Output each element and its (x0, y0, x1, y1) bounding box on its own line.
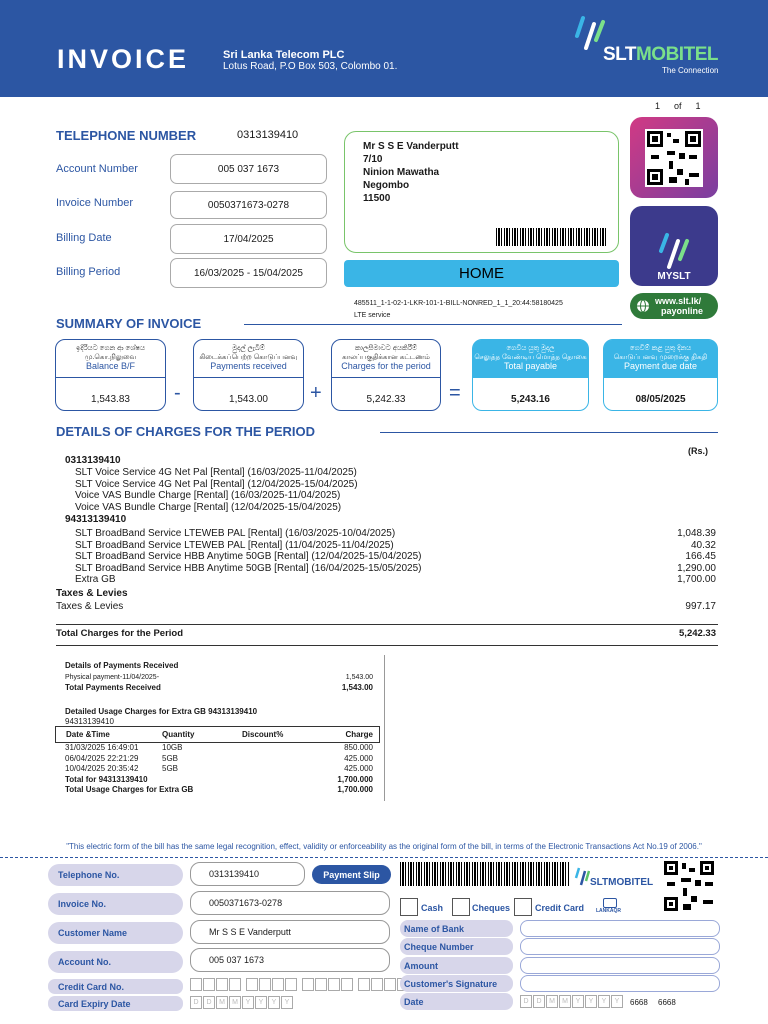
equals-operator: = (449, 382, 461, 404)
slip-account-label: Account No. (48, 951, 183, 973)
cut-line (0, 857, 768, 858)
address-name: Mr S S E Vanderputt (363, 141, 459, 152)
signature-label: Customer's Signature (400, 975, 513, 992)
address-line: Negombo (363, 180, 410, 191)
minus-operator: - (174, 382, 181, 404)
myslt-logo-icon (649, 229, 699, 271)
invoice-number-field: 0050371673-0278 (170, 191, 327, 219)
summary-box-total-payable: ගෙවිය යුතු මුදල செலுத்த வேண்டிய மொத்த தொகை Total payable 5,243.16 (472, 339, 589, 411)
slt-logo-icon (572, 14, 606, 50)
company-address: Lotus Road, P.O Box 503, Colombo 01. (223, 61, 398, 72)
cheques-label: Cheques (472, 903, 511, 913)
usage-title: Detailed Usage Charges for Extra GB 94313139410 (65, 707, 258, 716)
group-number: 94313139410 (65, 514, 127, 525)
cash-label: Cash (421, 903, 444, 913)
account-number-field: 005 037 1673 (170, 154, 327, 184)
signature-field[interactable] (520, 975, 720, 992)
summary-rule (244, 324, 622, 325)
summary-box-balance: ඉදිරියට ගෙන ආ ශේෂය மு.கொ.நிலுவை Balance B/F 1,543.83 (55, 339, 166, 411)
pay-online-link[interactable]: www.slt.lk/ payonline (630, 293, 718, 319)
lankaqr-icon (603, 898, 617, 908)
credit-card-label: Credit Card (535, 903, 585, 913)
plus-operator: + (310, 382, 322, 404)
legal-notice: "This electric form of the bill has the same legal recognition, effect, validity or enforceability as the original form of the bill, in terms of the Electronic Transactions Act No.19 of 2006." (66, 842, 702, 851)
due-date-value: 08/05/2025 (635, 394, 686, 405)
usage-row: 06/04/2025 22:21:29 5GB 425.000 (65, 753, 373, 763)
slip-customer-label: Customer Name (48, 922, 183, 944)
reference-code: 485511_1-1-02-1-LKR-101-1-BILL-NONRED_1_1_20:44:58180425 LTE service (354, 300, 563, 319)
slip-expiry-label: Card Expiry Date (48, 996, 183, 1011)
slip-code-b: 6668 (658, 998, 676, 1007)
slip-logo-text: SLTMOBITEL (590, 877, 654, 888)
charge-row: SLT BroadBand Service HBB Anytime 50GB [Rental] (16/04/2025-15/05/2025) 1,290.00 (75, 562, 716, 574)
charge-row: SLT BroadBand Service LTEWEB PAL [Rental] (11/04/2025-11/04/2025) 40.32 (75, 539, 716, 551)
usage-total-row: Total Usage Charges for Extra GB 1,700.000 (65, 785, 373, 794)
account-number-label: Account Number (56, 163, 138, 175)
total-payable-value: 5,243.16 (511, 394, 550, 405)
home-label: HOME (344, 260, 619, 287)
total-rule (56, 645, 718, 646)
slip-invoice-label: Invoice No. (48, 893, 183, 915)
page-number: 1 of 1 (655, 101, 701, 111)
address-line: Ninion Mawatha (363, 167, 440, 178)
telephone-value: 0313139410 (237, 129, 299, 141)
telephone-label: TELEPHONE NUMBER (56, 128, 197, 143)
summary-box-charges: කාලසීමාවට අයකිරීම් காலப்பகுதிக்கான கட்டணம் Charges for the period 5,242.33 (331, 339, 441, 411)
slip-customer-field: Mr S S E Vanderputt (190, 920, 390, 944)
bank-name-label: Name of Bank (400, 920, 513, 937)
company-name: Sri Lanka Telecom PLC (223, 49, 345, 61)
billing-date-label: Billing Date (56, 232, 112, 244)
charge-group-1 (75, 467, 358, 513)
bank-name-field[interactable] (520, 920, 720, 937)
column-divider (384, 655, 385, 801)
lankaqr-label: LANKAQR (596, 908, 621, 914)
total-rule (56, 624, 718, 625)
slt-logo-text: SLTMOBITEL (603, 44, 718, 65)
details-title: DETAILS OF CHARGES FOR THE PERIOD (56, 424, 316, 439)
logo-tagline: The Connection (662, 66, 719, 75)
cheques-checkbox[interactable] (452, 898, 470, 916)
slip-card-label: Credit Card No. (48, 979, 183, 994)
address-line: 11500 (363, 193, 391, 204)
slt-logo-icon (574, 866, 590, 886)
taxes-row: Taxes & Levies 997.17 (56, 601, 716, 612)
usage-table-header (55, 726, 380, 743)
usage-col-header: Date &Time (66, 730, 110, 739)
expiry-date-boxes[interactable]: D D M M Y Y Y Y (190, 996, 293, 1009)
slip-code-a: 6668 (630, 998, 648, 1007)
charge-row: SLT BroadBand Service LTEWEB PAL [Rental] (16/03/2025-10/04/2025) 1,048.39 (75, 528, 716, 539)
details-rule (380, 432, 718, 433)
slip-invoice-field: 0050371673-0278 (190, 891, 390, 915)
payments-value: 1,543.00 (229, 394, 268, 405)
total-charges-row: Total Charges for the Period 5,242.33 (56, 628, 716, 639)
address-line: 7/10 (363, 154, 383, 165)
payments-total-row: Total Payments Received 1,543.00 (65, 683, 373, 692)
balance-value: 1,543.83 (91, 394, 130, 405)
qr-code-panel (630, 117, 718, 198)
group-number: 0313139410 (65, 455, 121, 466)
summary-title: SUMMARY OF INVOICE (56, 316, 202, 331)
cash-checkbox[interactable] (400, 898, 418, 916)
usage-row: 10/04/2025 20:35:42 5GB 425.000 (65, 764, 373, 773)
slip-account-field: 005 037 1673 (190, 948, 390, 972)
usage-col-header: Quantity (162, 730, 195, 739)
payment-slip-badge: Payment Slip (312, 865, 391, 884)
charge-line: Voice VAS Bundle Charge [Rental] (16/03/2025-11/04/2025) (75, 490, 341, 501)
qr-code-icon (645, 129, 703, 187)
payments-title: Details of Payments Received (65, 661, 179, 670)
cheque-number-label: Cheque Number (400, 938, 513, 955)
globe-icon (636, 299, 650, 313)
amount-label: Amount (400, 957, 513, 974)
charge-row: Extra GB 1,700.00 (75, 574, 716, 585)
charges-value: 5,242.33 (366, 394, 406, 405)
charge-line: SLT Voice Service 4G Net Pal [Rental] (16/03/2025-11/04/2025) (75, 467, 357, 478)
summary-box-payments: මුදල් ලැබීම් கிடைக்கப்பெற்ற கொடுப்பனவு Payments received 1,543.00 (193, 339, 304, 411)
payment-row: Physical payment-11/04/2025- 1,543.00 (65, 674, 373, 681)
slip-qr-code-icon (663, 860, 715, 912)
charge-group-2 (75, 528, 716, 586)
invoice-number-label: Invoice Number (56, 197, 134, 209)
billing-date-field: 17/04/2025 (170, 224, 327, 254)
summary-box-due-date: ගෙවිම් කළ යුතු දිනය கொடுப்பனவு முறைக்கு திகதி Payment due date 08/05/2025 (603, 339, 718, 411)
myslt-label: MYSLT (657, 271, 691, 282)
usage-col-header: Discount% (242, 730, 284, 739)
usage-row: 31/03/2025 16:49:01 10GB 850.000 (65, 743, 373, 752)
cheque-number-field[interactable] (520, 938, 720, 955)
billing-period-label: Billing Period (56, 266, 121, 278)
currency-label: (Rs.) (688, 446, 708, 456)
invoice-title: INVOICE (57, 44, 190, 74)
usage-rows (65, 743, 373, 796)
taxes-heading: Taxes & Levies (56, 588, 128, 599)
usage-col-header: Charge (345, 730, 373, 739)
card-number-boxes[interactable] (190, 978, 409, 991)
myslt-app-tile[interactable] (630, 206, 718, 286)
charge-line: SLT Voice Service 4G Net Pal [Rental] (12/04/2025-15/04/2025) (75, 478, 358, 490)
usage-number: 94313139410 (65, 717, 114, 726)
slip-telephone-field: 0313139410 (190, 862, 305, 886)
amount-field[interactable] (520, 957, 720, 974)
date-boxes[interactable]: D D M M Y Y Y Y (520, 995, 623, 1008)
charge-line: Voice VAS Bundle Charge [Rental] (12/04/2025-15/04/2025) (75, 501, 342, 513)
usage-subtotal-row: Total for 94313139410 1,700.000 (65, 774, 373, 784)
slip-telephone-label: Telephone No. (48, 864, 183, 886)
slip-barcode (400, 862, 570, 886)
charge-row: SLT BroadBand Service HBB Anytime 50GB [Rental] (12/04/2025-15/04/2025) 166.45 (75, 551, 716, 562)
address-barcode (496, 228, 608, 246)
date-label: Date (400, 993, 513, 1010)
billing-period-field: 16/03/2025 - 15/04/2025 (170, 258, 327, 288)
credit-card-checkbox[interactable] (514, 898, 532, 916)
